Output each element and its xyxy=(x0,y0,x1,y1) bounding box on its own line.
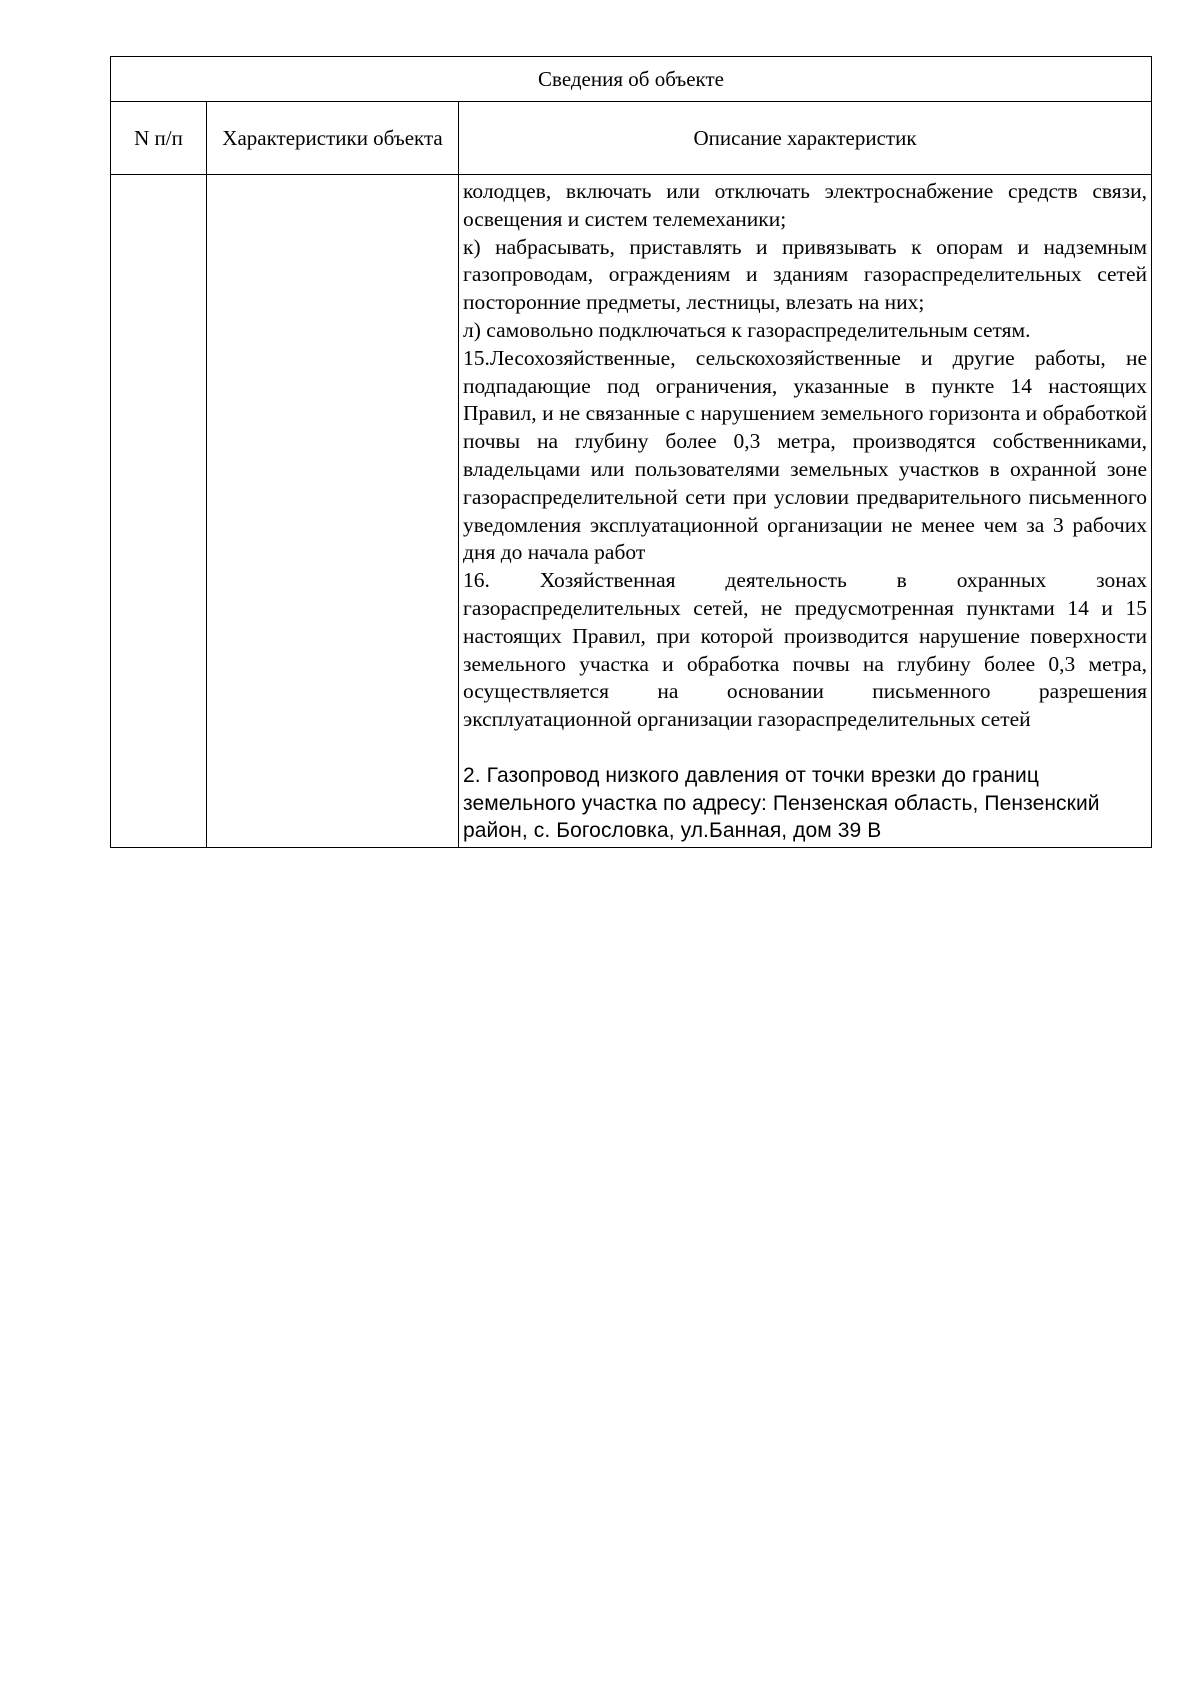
table-caption: Сведения об объекте xyxy=(111,57,1152,102)
paragraph-spacer xyxy=(463,734,1147,762)
description-paragraph: л) самовольно подключаться к газораспределительным сетям. xyxy=(463,317,1031,342)
table-caption-row xyxy=(111,57,1152,102)
description-paragraph: к) набрасывать, приставлять и привязывать к опорам и надземным газопроводам, ограждениям и зданиям газораспределительных сетей посторонние предметы, лестницы, влезать на них; xyxy=(463,234,1147,315)
row-characteristics-cell xyxy=(207,175,459,848)
header-description: Описание характеристик xyxy=(459,102,1152,175)
header-characteristics: Характеристики объекта xyxy=(207,102,459,175)
description-paragraph: 15.Лесохозяйственные, сельскохозяйственные и другие работы, не подпадающие под ограничения, указанные в пункте 14 настоящих Правил, и не связанные с нарушением земельного горизонта и обработкой почвы на глубину более 0,3 метра, производятся собственниками, владельцами или пользователями земельных участков в охранной зоне газораспределительной сети при условии предварительного письменного уведомления эксплуатационной организации не менее чем за 3 рабочих дня до начала работ xyxy=(463,345,1147,565)
table-row xyxy=(111,175,1152,848)
row-description-cell xyxy=(459,175,1152,848)
table-header-row xyxy=(111,102,1152,175)
header-number: N п/п xyxy=(111,102,207,175)
description-paragraph: 16. Хозяйственная деятельность в охранных зонах газораспределительных сетей, не предусмотренная пунктами 14 и 15 настоящих Правил, при которой производится нарушение поверхности земельного участка и обработка почвы на глубину более 0,3 метра, осуществляется на основании письменного разрешения эксплуатационной организации газораспределительных сетей xyxy=(463,568,1147,732)
row-number-cell xyxy=(111,175,207,848)
description-paragraph: колодцев, включать или отключать электроснабжение средств связи, освещения и систем телемеханики; xyxy=(463,179,1147,231)
object-info-table xyxy=(110,56,1152,848)
address-paragraph: 2. Газопровод низкого давления от точки врезки до границ земельного участка по адресу: Пензенская область, Пензенский район, с. Богословка, ул.Банная, дом 39 В xyxy=(463,763,1100,843)
